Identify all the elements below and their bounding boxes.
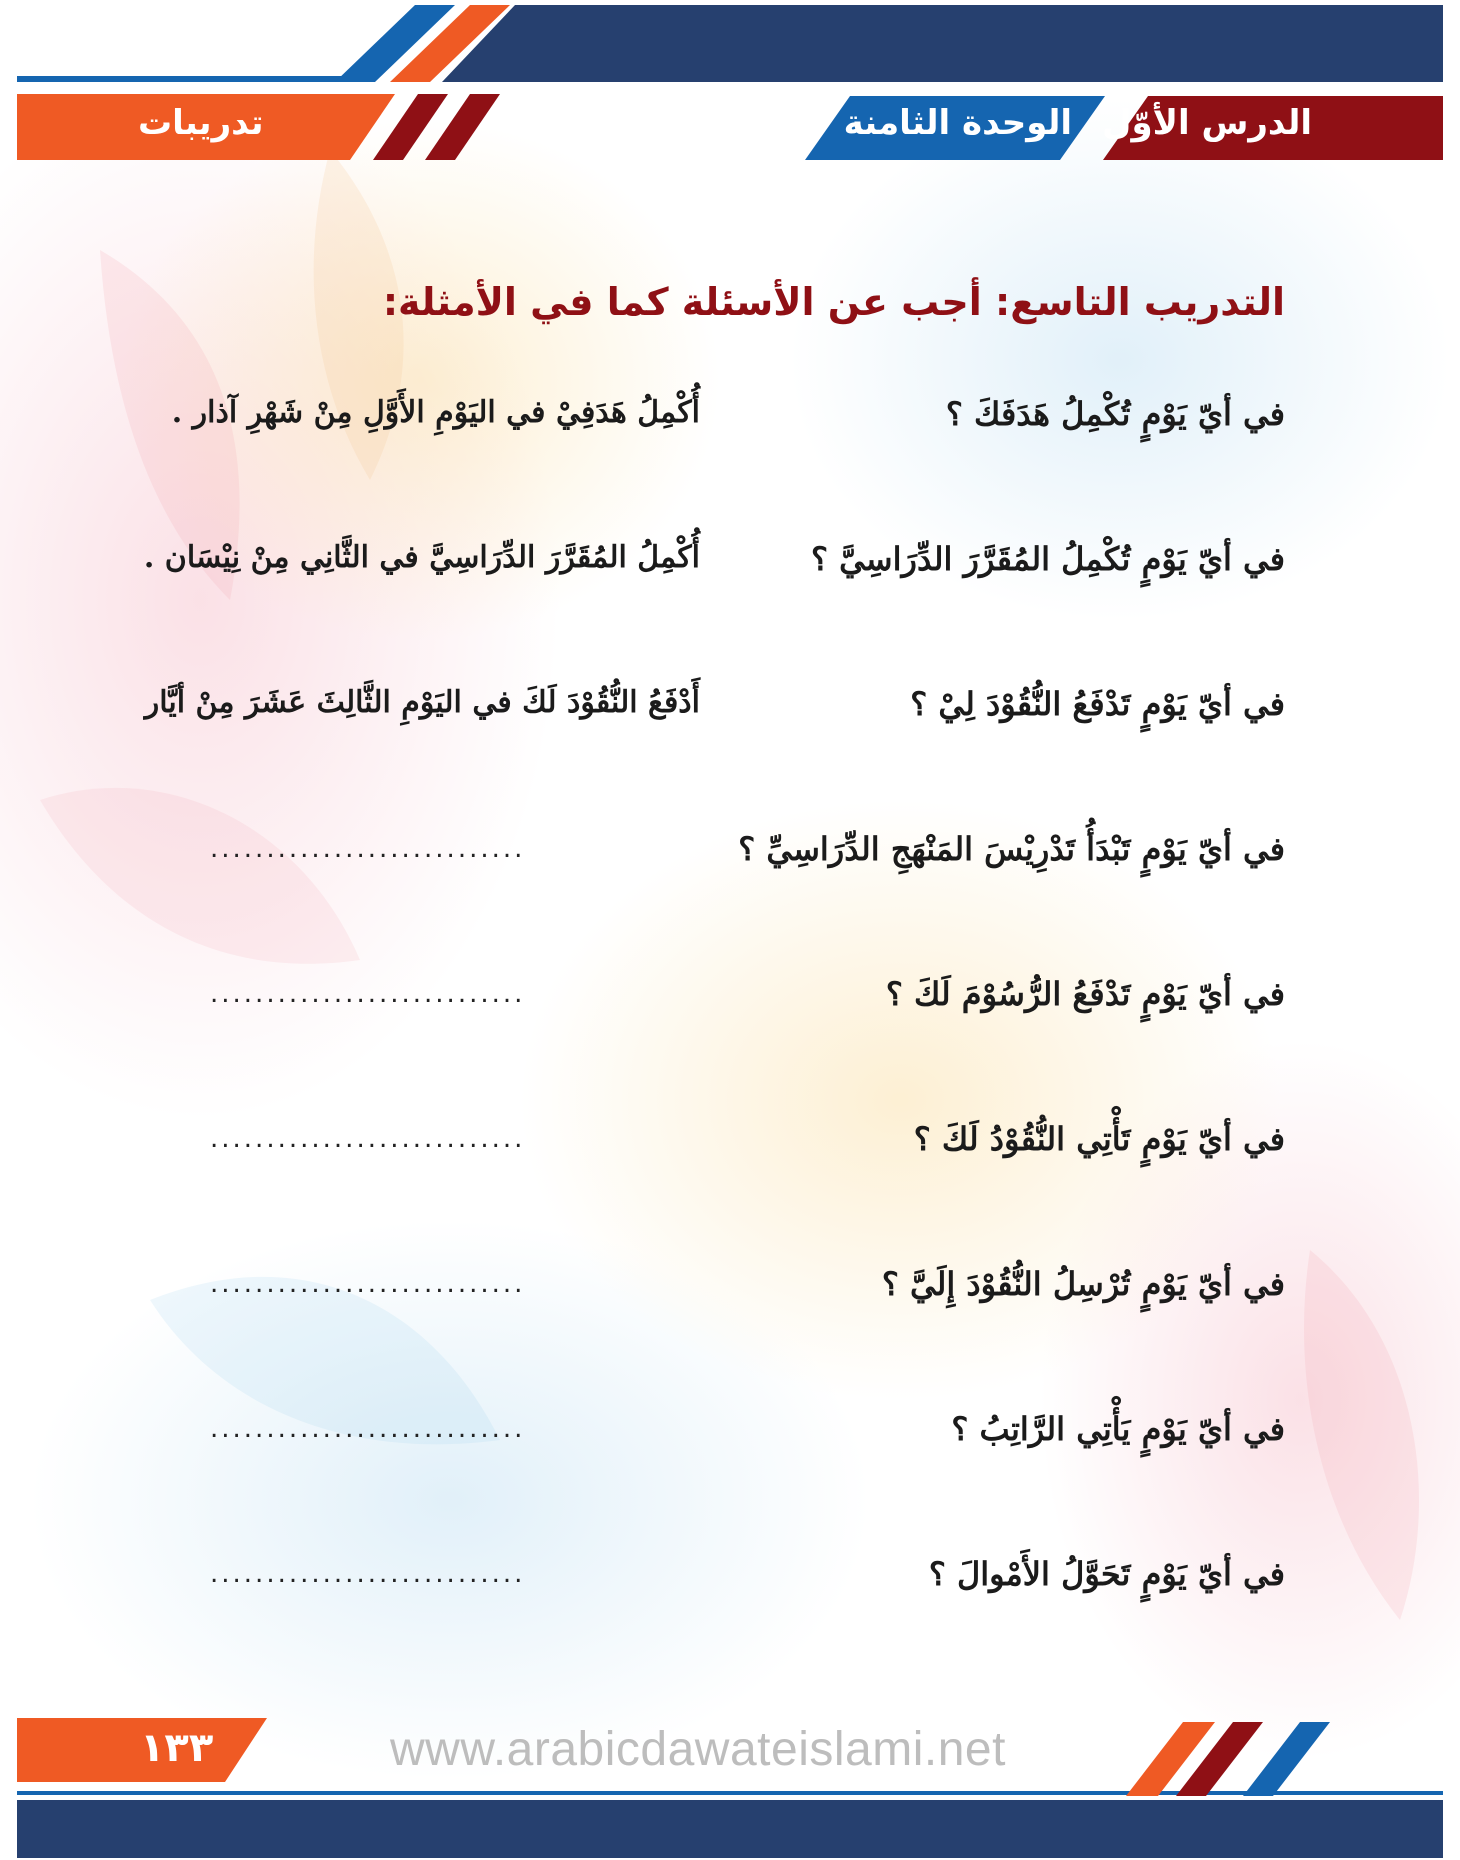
question-text: في أيّ يَوْمٍ يَأْتِي الرَّاتِبُ ؟	[951, 1410, 1285, 1448]
question-text: في أيّ يَوْمٍ تَدْفَعُ النُّقُوْدَ لِيْ ؟	[910, 685, 1285, 723]
qa-item	[80, 1120, 1285, 1190]
lesson-label: الدرس الأوّل	[1102, 103, 1312, 143]
question-text: في أيّ يَوْمٍ تَبْدَأُ تَدْرِيْسَ المَنْهَجِ الدِّرَاسِيِّ ؟	[738, 830, 1285, 868]
qa-item	[80, 830, 1285, 900]
question-text: في أيّ يَوْمٍ تَدْفَعُ الرُّسُوْمَ لَكَ ؟	[885, 975, 1285, 1013]
question-text: في أيّ يَوْمٍ تُكْمِلُ هَدَفَكَ ؟	[945, 395, 1285, 433]
answer-text: أُكْمِلُ المُقَرَّرَ الدِّرَاسِيَّ في الثَّانِي مِنْ نِيْسَان .	[143, 540, 700, 575]
question-text: في أيّ يَوْمٍ تُرْسِلُ النُّقُوْدَ إِلَيَّ ؟	[881, 1265, 1285, 1303]
section-label: تدريبات	[138, 103, 264, 143]
qa-item	[80, 685, 1285, 755]
qa-item	[80, 540, 1285, 610]
header-banner	[0, 0, 1460, 170]
answer-blank[interactable]: ............................	[210, 1559, 526, 1589]
question-text: في أيّ يَوْمٍ تُكْمِلُ المُقَرَّرَ الدِّرَاسِيَّ ؟	[811, 540, 1285, 578]
watermark-url[interactable]: www.arabicdawateislami.net	[390, 1723, 1006, 1776]
qa-item	[80, 395, 1285, 465]
exercise-title: التدريب التاسع: أجب عن الأسئلة كما في الأمثلة:	[382, 280, 1285, 324]
answer-blank[interactable]: ............................	[210, 1269, 526, 1299]
page-number: ١٣٣	[140, 1725, 214, 1771]
question-text: في أيّ يَوْمٍ تَحَوَّلُ الأَمْوالَ ؟	[928, 1555, 1285, 1593]
answer-text: أُكْمِلُ هَدَفِيْ في اليَوْمِ الأَوَّلِ مِنْ شَهْرِ آذار .	[171, 395, 700, 430]
question-text: في أيّ يَوْمٍ تَأْتِي النُّقُوْدُ لَكَ ؟	[913, 1120, 1285, 1158]
answer-blank[interactable]: ............................	[210, 979, 526, 1009]
qa-item	[80, 1410, 1285, 1480]
answer-blank[interactable]: ............................	[210, 1124, 526, 1154]
answer-text: أَدْفَعُ النُّقُوْدَ لَكَ في اليَوْمِ الثَّالِثَ عَشَرَ مِنْ أيَّار	[144, 685, 700, 720]
qa-item	[80, 975, 1285, 1045]
answer-blank[interactable]: ............................	[210, 1414, 526, 1444]
qa-item	[80, 1265, 1285, 1335]
answer-blank[interactable]: ............................	[210, 834, 526, 864]
unit-label: الوحدة الثامنة	[843, 103, 1072, 143]
qa-item	[80, 1555, 1285, 1625]
